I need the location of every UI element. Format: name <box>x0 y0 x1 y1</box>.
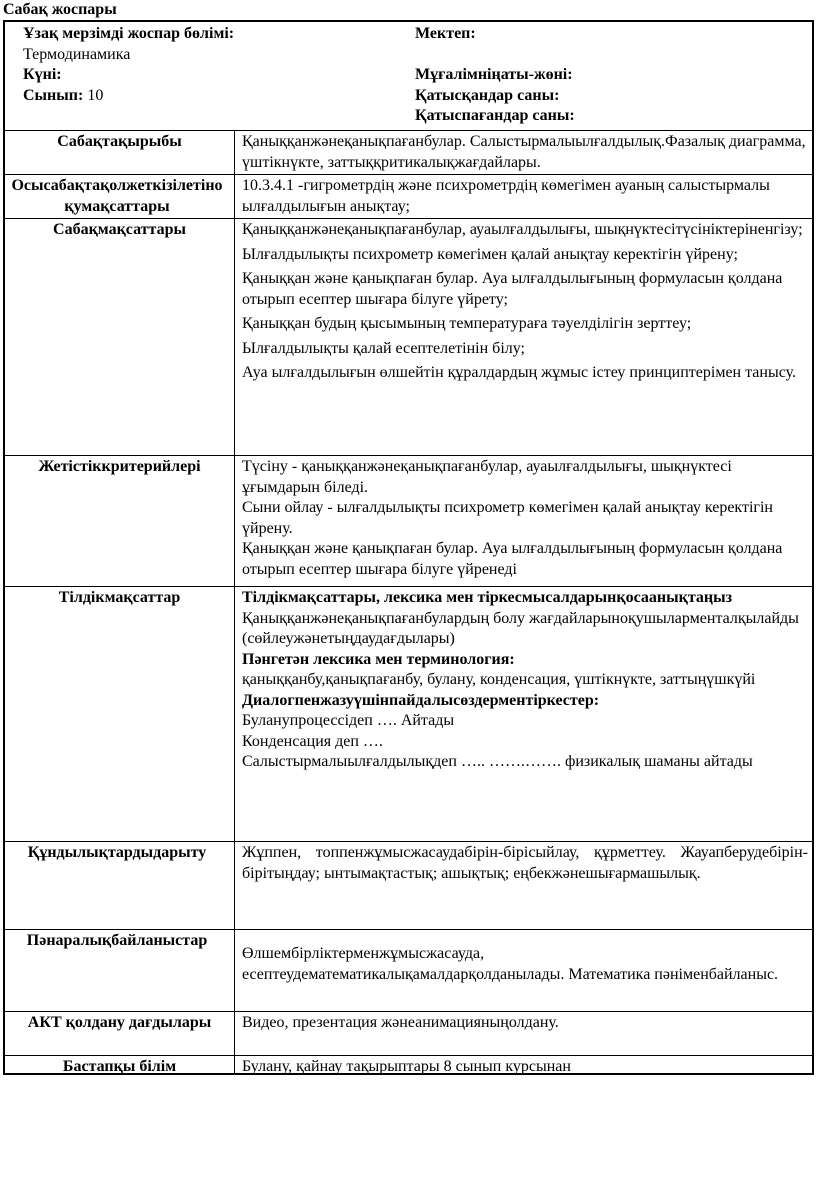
topic-text: Қаныққанжәнеқанықпағанбулар. Салыстырмалыылғалдылық.Фазалық диаграмма, үштікнүкте, заттыққритикалықжағдайлары. <box>242 133 806 171</box>
goal-item: Ауа ылғалдылығын өлшейтін құралдардың жұмыс істеу принциптерімен танысу. <box>242 364 796 381</box>
school-label: Мектеп: <box>415 25 476 42</box>
row-lesson-topic <box>5 130 812 174</box>
date-label: Күні: <box>23 66 62 83</box>
phrase-item: Буланупроцессідеп …. Айтады <box>242 712 455 729</box>
language-text: Қаныққанжәнеқанықпағанбулардың болу жағдайларыноқушыларменталқылайды (сөйлеужәнетыңдаудағдылары) <box>242 609 799 647</box>
criteria-item: Сыни ойлау - ылғалдылықты психрометр көмегімен қалай анықтау керектігін үйрену. <box>242 499 773 537</box>
document-title: Сабақ жоспары <box>3 1 117 18</box>
objective-text: 10.3.4.1 -гигрометрдің және психрометрдің көмегімен ауаның салыстырмалы ылғалдылығын анықтау; <box>242 177 770 215</box>
prior-knowledge-text: Булану, қайнау тақырыптары 8 сынып курсынан <box>242 1058 571 1075</box>
row-content <box>242 944 808 985</box>
row-label: Сабақмақсаттары <box>53 221 186 238</box>
row-label: Осысабақтақолжеткізілетіноқумақсаттары <box>11 177 223 215</box>
row-label: АКТ қолдану дағдылары <box>27 1014 212 1031</box>
row-content <box>242 132 808 173</box>
row-label: Құндылықтардыдарыту <box>27 844 207 861</box>
teacher-label: Мұғалімніңаты-жөні: <box>415 66 573 83</box>
present-label: Қатысқандар саны: <box>415 86 560 104</box>
row-cross-curricular <box>5 929 812 1011</box>
language-heading: Тілдікмақсаттары, лексика мен тіркесмысалдарынқосаанықтаңыз <box>242 589 733 606</box>
row-learning-objectives <box>5 174 812 218</box>
unit-value: Термодинамика <box>23 45 131 63</box>
links-text: Өлшембірліктерменжұмысжасауда, есептеудематематикалықамалдарқолданылады. Математика пәніменбайланыс. <box>242 945 779 983</box>
row-language-objectives <box>5 586 812 841</box>
ict-text: Видео, презентация жәнеанимацияныңолдану. <box>242 1014 559 1031</box>
lesson-plan-table <box>3 20 814 1075</box>
vocabulary-text: қаныққанбу,қанықпағанбу, булану, конденсация, үштікнүкте, заттыңүшкүйі <box>242 671 756 688</box>
absent-label: Қатыспағандар саны: <box>415 107 575 124</box>
row-content <box>242 1013 808 1034</box>
row-content <box>242 176 808 217</box>
header-left <box>23 24 403 106</box>
row-values <box>5 841 812 929</box>
row-content <box>242 1057 808 1078</box>
header-right <box>415 24 805 127</box>
criteria-item: Түсіну - қаныққанжәнеқанықпағанбулар, ауаылғалдылығы, шықнүктесі ұғымдарын біледі. <box>242 458 732 496</box>
goal-item: Қаныққан будың қысымының температураға тәуелділігін зерттеу; <box>242 315 692 332</box>
row-label: Жетістіккритерийлері <box>38 458 201 475</box>
row-lesson-goals <box>5 218 812 455</box>
row-content <box>242 843 808 884</box>
row-content <box>242 588 808 773</box>
row-assessment-criteria <box>5 455 812 586</box>
values-text: Жұппен, топпенжұмысжасаудабірін-бірісыйлау, құрметтеу. Жауапберудебірін-бірітыңдау; ынтымақтастық; ашықтық; еңбекжәнешығармашылық. <box>242 844 808 882</box>
row-label: Тілдікмақсаттар <box>58 589 181 606</box>
row-label: Пәнаралықбайланыстар <box>26 932 208 949</box>
row-ict-skills <box>5 1011 812 1055</box>
goal-item: Қаныққанжәнеқанықпағанбулар, ауаылғалдылығы, шықнүктесітүсініктеріненгізу; <box>242 221 803 238</box>
row-content <box>242 220 808 384</box>
row-label: Сабақтақырыбы <box>57 133 182 150</box>
phrase-item: Салыстырмалыылғалдылықдеп ….. …….……. физикалық шаманы айтады <box>242 753 753 770</box>
grade-label: Сынып: <box>23 86 84 104</box>
row-content <box>242 457 808 580</box>
goal-item: Қаныққан және қанықпаған булар. Ауа ылғалдылығының формуласын қолдана отырып есептер шығара білуге үйрету; <box>242 270 783 308</box>
phrases-heading: Диалогпенжазуүшінпайдалысөздерментіркестер: <box>242 691 600 709</box>
goal-item: Ылғалдылықты қалай есептелетінін білу; <box>242 339 525 357</box>
row-label: Бастапқы білім <box>62 1058 177 1075</box>
row-prior-knowledge <box>5 1055 812 1073</box>
goal-item: Ылғалдылықты психрометр көмегімен қалай анықтау керектігін үйрену; <box>242 245 738 263</box>
phrase-item: Конденсация деп …. <box>242 732 383 750</box>
vocabulary-heading: Пәнгетән лексика мен терминология: <box>242 650 515 668</box>
unit-label: Ұзақ мерзімді жоспар бөлімі: <box>23 25 235 42</box>
criteria-item: Қаныққан және қанықпаған булар. Ауа ылғалдылығының формуласын қолдана отырып есептер шығара білуге үйренеді <box>242 540 783 578</box>
grade-value: 10 <box>87 86 104 104</box>
